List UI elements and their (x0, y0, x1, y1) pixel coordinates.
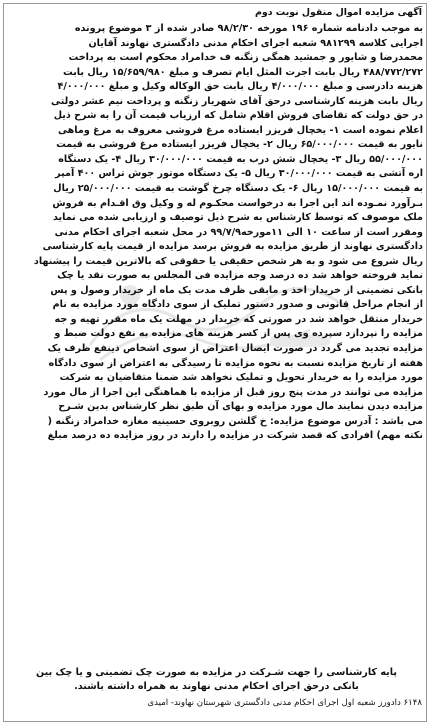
notice-signature: ۶۱۴۸ دادورز شعبه اول اجرای احکام مدنی دادگستری شهرستان نهاوند- امیدی (147, 698, 422, 708)
footer-line: پایه کارشناسی را جهت شـرکت در مزایده به صورت چک تضمینی و یا چک بین (36, 667, 397, 678)
body-line: مزایده دیدن نمایند مال مورد مزایده و بهای آن طبق نظر کارشناس بدین شـرح (58, 401, 423, 413)
body-line: مزایده را نپردازد سپرده وی پس از کسر هزینه های مزایده به نفع دولت ضبط و (54, 328, 423, 340)
body-line: اعلام نموده است ۱- یخچال فریزر ایستاده مرغ فروشی معروف به مرغ وماهی (57, 124, 423, 136)
notice-footer (10, 666, 423, 694)
body-line: مورد مزایده را به خریدار تحویل و تملیک نخواهد شد ضمنا متقاضیان به شرکت (59, 372, 423, 384)
body-line: ومقرر است از ساعت ۱۰ الی ۱۱مورخه۹۹/۷/۹ در محل شعبه اجرای احکام مدنی (54, 226, 423, 238)
body-line: به قیمت ۱۵/۰۰۰/۰۰۰ ریال ۶- یک دستگاه چرخ گوشت به قیمت ۲۵/۰۰۰/۰۰۰ ریال (53, 183, 423, 195)
body-line: می باشد : آدرس موضوع مزایده: خ گلشن روبروی حسینیه مغازه خدامراد زنگنه ( (47, 415, 423, 427)
body-line: از انجام مراحل قانونی و صدور دستور تملیک از سوی دادگاه مورد مزایده به نام (52, 299, 423, 311)
notice-body (10, 22, 423, 444)
body-line: ۴۸۸/۷۷۲/۲۷۲ ریال بابت اجرت المثل ایام تصرف و مبلغ ۱۵/۶۵۹/۹۸۰ ریال بابت (63, 66, 423, 78)
body-line: ریال شروع می شود و به هر شخص حقیقی یا حقوقی که بالاترین قیمت را پیشنهاد (33, 255, 423, 267)
notice-title: آگهی مزایده اموال منقول نوبت دوم (255, 7, 422, 18)
body-line: در حق دولت که تقاضای فروش اقلام شامل که ارزیاب قیمت آن را به شرح ذیل (53, 110, 423, 122)
body-line: دادگستری نهاوند از طریق مزایده به فروش برسد مزایده از قیمت پایه کارشناسی (42, 241, 423, 253)
body-line: به موجب دادنامه شماره ۱۹۶ مورخه ۹۸/۲/۳۰ صادر شده از ۳ موضوع پرونده (74, 23, 423, 34)
body-line: ۵۵/۰۰۰/۰۰۰ ریال ۳- یخچال شش درب به قیمت ۳۰/۰۰۰/۰۰۰ ریال ۴- یک دستگاه (58, 153, 423, 165)
footer-line: بانکی درحق اجرای احکام مدنی نهاوند به همراه داشته باشند. (74, 681, 359, 693)
body-line: نکته مهم) افرادی که قصد شرکت در مزایده را دارند در روز مزایده ده درصد مبلغ (47, 430, 423, 442)
body-line: ریال بابت هزینه کارشناسی درحق آقای شهریار زنگنه و پرداخت نیم عشر دولتی (51, 95, 423, 107)
body-line: هفته از تاریخ مزایده نسبت به نحوه مزایده تا رسیدگی به اعتراض از سوی دادگاه (48, 357, 423, 369)
body-line: مزایده می توانند در مدت پنج روز قبل از مزایده با هماهنگی این اجرا از مال مورد (43, 386, 423, 398)
body-line: نماید فروخته خواهد شد ده درصد وجه مزایده فی المجلس به صورت نقد یا چک (57, 270, 423, 282)
body-line: بانکی تضمینی از خریدار اخذ و مابقی ظرف مدت یک ماه از خریدار وصول و پس (50, 284, 423, 296)
body-line: اره آتشی به قیمت ۳۰/۰۰۰/۰۰۰ ریال ۵- یک دستگاه موتور جوش تراس ۴۰۰ آمپر (55, 168, 423, 180)
body-line: نایور به قیمت ۶۵/۰۰۰/۰۰۰ ریال ۲- یخچال فریزر ایستاده مرغ فروشی به قیمت (56, 139, 423, 151)
body-line: مزایده تجدید می گردد در صورت ایصال اعتراض از سوی اشخاص ذینفع ظرف یک (47, 343, 423, 355)
body-line: ملک موصوف که توسط کارشناس به شرح ذیل توصیف و ارزیابی شده می نماید (52, 212, 423, 224)
body-line: خریدار منتقل خواهد شد در صورتی که خریدار در مهلت یک ماه مقرر تهیه و جه (54, 313, 423, 325)
body-line: اجرایی کلاسه ۹۸۱۲۹۹ شعبه اجرای احکام مدنی دادگستری نهاوند آقایان (88, 37, 423, 49)
body-line: هزینه دادرسی و مبلغ ۴/۰۰۰/۰۰۰ ریال بابت حق الوکاله وکیل و مبلغ ۴/۰۰۰/۰۰۰ (57, 81, 423, 93)
body-line: محمدرضا و شایور و جمشید همگی زنگنه ف خدامراد محکوم است به پرداخت (68, 52, 423, 64)
body-line: بـرآورد نمـوده اند این اجرا به درخواست محکـوم له و وکیل وق اقـدام به فروش (52, 197, 423, 209)
